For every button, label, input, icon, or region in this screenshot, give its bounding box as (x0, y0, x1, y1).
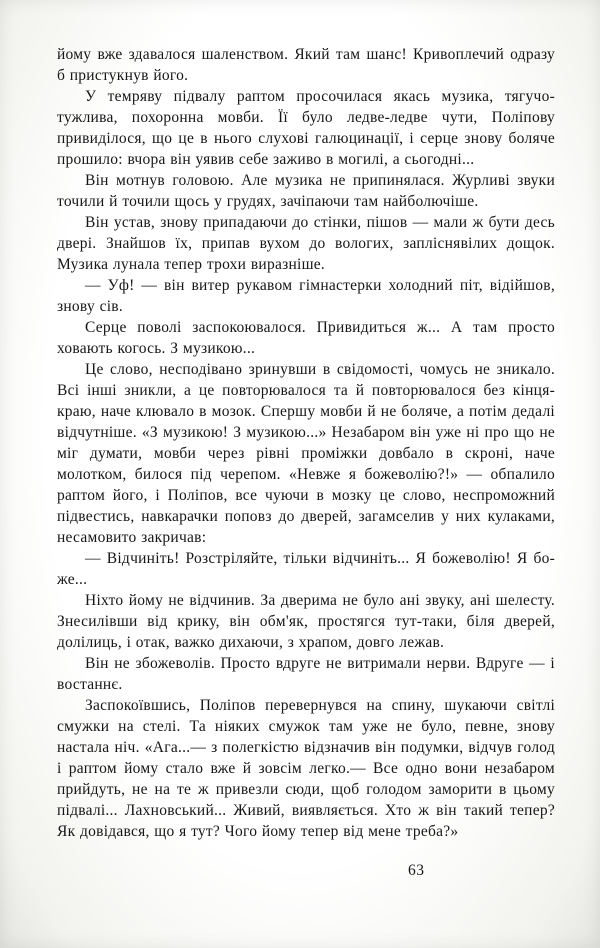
text-block (57, 44, 555, 842)
paragraph: Ніхто йому не відчинив. За дверима не було ані звуку, ані шелесту. Знесилівши від крику, він обм'як, простягся тут-таки, біля дверей, долілиць, і отак, важко дихаючи, з храпом, довго лежав. (57, 592, 555, 651)
paragraph: Він устав, знову припадаючи до стінки, пішов — мали ж бути десь двері. Знайшов їх, припав вухом до вологих, запліснявілих дощок. Музика лунала тепер трохи виразніше. (57, 214, 555, 273)
page-number: 63 (408, 862, 425, 879)
paragraph: Це слово, несподівано зринувши в свідомості, чомусь не зникало. Всі інші зникли, а це повторювалося та й повторювалося без кінця-краю, наче клювало в мозок. Спершу мовби й не боляче, а потім дедалі відчутніше. «З музикою! З музикою...» Незабаром він уже ні про що не міг думати, мовби через рівні проміжки довбало в скроні, наче молотком, билося під черепом. «Невже я божеволію?!» — обпалило раптом його, і Поліпов, все чуючи в мозку це слово, неспроможний підвестись, навкарачки поповз до дверей, загамселив у них кулаками, несамовито закричав: (57, 361, 555, 546)
paragraph: Заспокоївшись, Поліпов перевернувся на спину, шукаючи світлі смужки на стелі. Та ніяких смужок там уже не було, певне, знову настала ніч. «Ага...— з полегкістю відзначив він подумки, відчув голод і раптом йому стало вже й зовсім легко.— Все одно вони незабаром прийдуть, не на те ж привезли сюди, щоб голодом заморити в цьому підвалі... Лахновський... Живий, виявляється. Хто ж він такий тепер? Як довідався, що я тут? Чого йому тепер від мене треба?» (57, 697, 555, 840)
paragraph: — Уф! — він витер рукавом гімнастерки холодний піт, відійшов, знову сів. (57, 277, 555, 315)
paragraph: Він мотнув головою. Але музика не припинялася. Журливі звуки точили й точили щось у грудях, зачіпаючи там найболючіше. (57, 172, 555, 210)
paragraph: — Відчиніть! Розстріляйте, тільки відчиніть... Я божеволію! Я бо-же... (57, 550, 555, 588)
paragraph: У темряву підвалу раптом просочилася якась музика, тягучо-тужлива, похоронна мовби. Її було ледве-ледве чути, Поліпову привиділося, що це в нього слухові галюцинації, і серце знову боляче прошило: вчора він уявив себе заживо в могилі, а сьогодні... (57, 88, 555, 168)
paragraph: йому вже здавалося шаленством. Який там шанс! Кривоплечий одразу б пристукнув його. (57, 46, 555, 84)
paragraph: Серце поволі заспокоювалося. Привидиться ж... А там просто ховають когось. З музикою... (57, 319, 555, 357)
paragraph: Він не збожеволів. Просто вдруге не витримали нерви. Вдруге — і востаннє. (57, 655, 555, 693)
